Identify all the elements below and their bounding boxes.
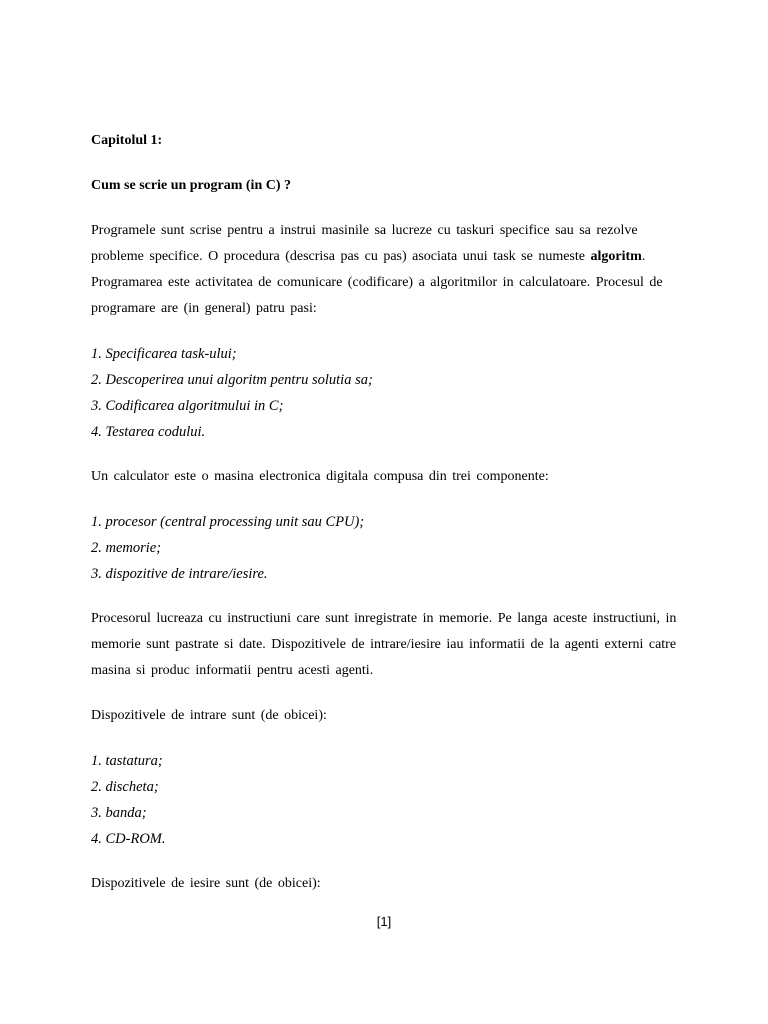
list-item: 2. memorie; bbox=[91, 540, 162, 556]
computer-intro-paragraph: Un calculator este o masina electronica digitala compusa din trei componente: bbox=[91, 469, 549, 484]
page-content bbox=[91, 128, 691, 897]
list-item: 2. Descoperirea unui algoritm pentru solutia sa; bbox=[91, 372, 373, 388]
algorithm-term: algoritm bbox=[590, 249, 642, 264]
list-item: 1. procesor (central processing unit sau CPU); bbox=[91, 514, 365, 530]
section-heading: Cum se scrie un program (in C) ? bbox=[91, 178, 292, 193]
list-item: 2. discheta; bbox=[91, 779, 159, 795]
intro-text-start: Programele sunt scrise pentru a instrui masinile sa lucreze cu taskuri specifice sau sa rezolve probleme specifice. O procedura (descrisa pas cu pas) asociata unui task se numeste bbox=[91, 223, 638, 264]
output-devices-intro: Dispozitivele de iesire sunt (de obicei): bbox=[91, 876, 321, 891]
list-item: 4. Testarea codului. bbox=[91, 424, 206, 440]
list-item: 3. Codificarea algoritmului in C; bbox=[91, 398, 284, 414]
chapter-title: Capitolul 1: bbox=[91, 133, 163, 148]
processor-paragraph: Procesorul lucreaza cu instructiuni care sunt inregistrate in memorie. Pe langa aceste instructiuni, in memorie sunt pastrate si date. Dispozitivele de intrare/iesire iau informatii de la agenti externi catre masina si produc informatii pentru acesti agenti. bbox=[91, 611, 677, 678]
input-devices-list bbox=[91, 748, 691, 852]
list-item: 1. tastatura; bbox=[91, 753, 163, 769]
page-number: [1] bbox=[376, 914, 392, 929]
input-devices-intro: Dispozitivele de intrare sunt (de obicei): bbox=[91, 708, 327, 723]
programming-steps-list bbox=[91, 341, 691, 445]
intro-text-end: . Programarea este activitatea de comunicare (codificare) a algoritmilor in calculatoare. Procesul de programare are (in general) patru pasi: bbox=[91, 249, 663, 316]
list-item: 3. banda; bbox=[91, 805, 147, 821]
intro-paragraph bbox=[91, 218, 691, 322]
computer-components-list bbox=[91, 509, 691, 587]
list-item: 3. dispozitive de intrare/iesire. bbox=[91, 566, 268, 582]
list-item: 4. CD-ROM. bbox=[91, 831, 166, 847]
list-item: 1. Specificarea task-ului; bbox=[91, 346, 237, 362]
